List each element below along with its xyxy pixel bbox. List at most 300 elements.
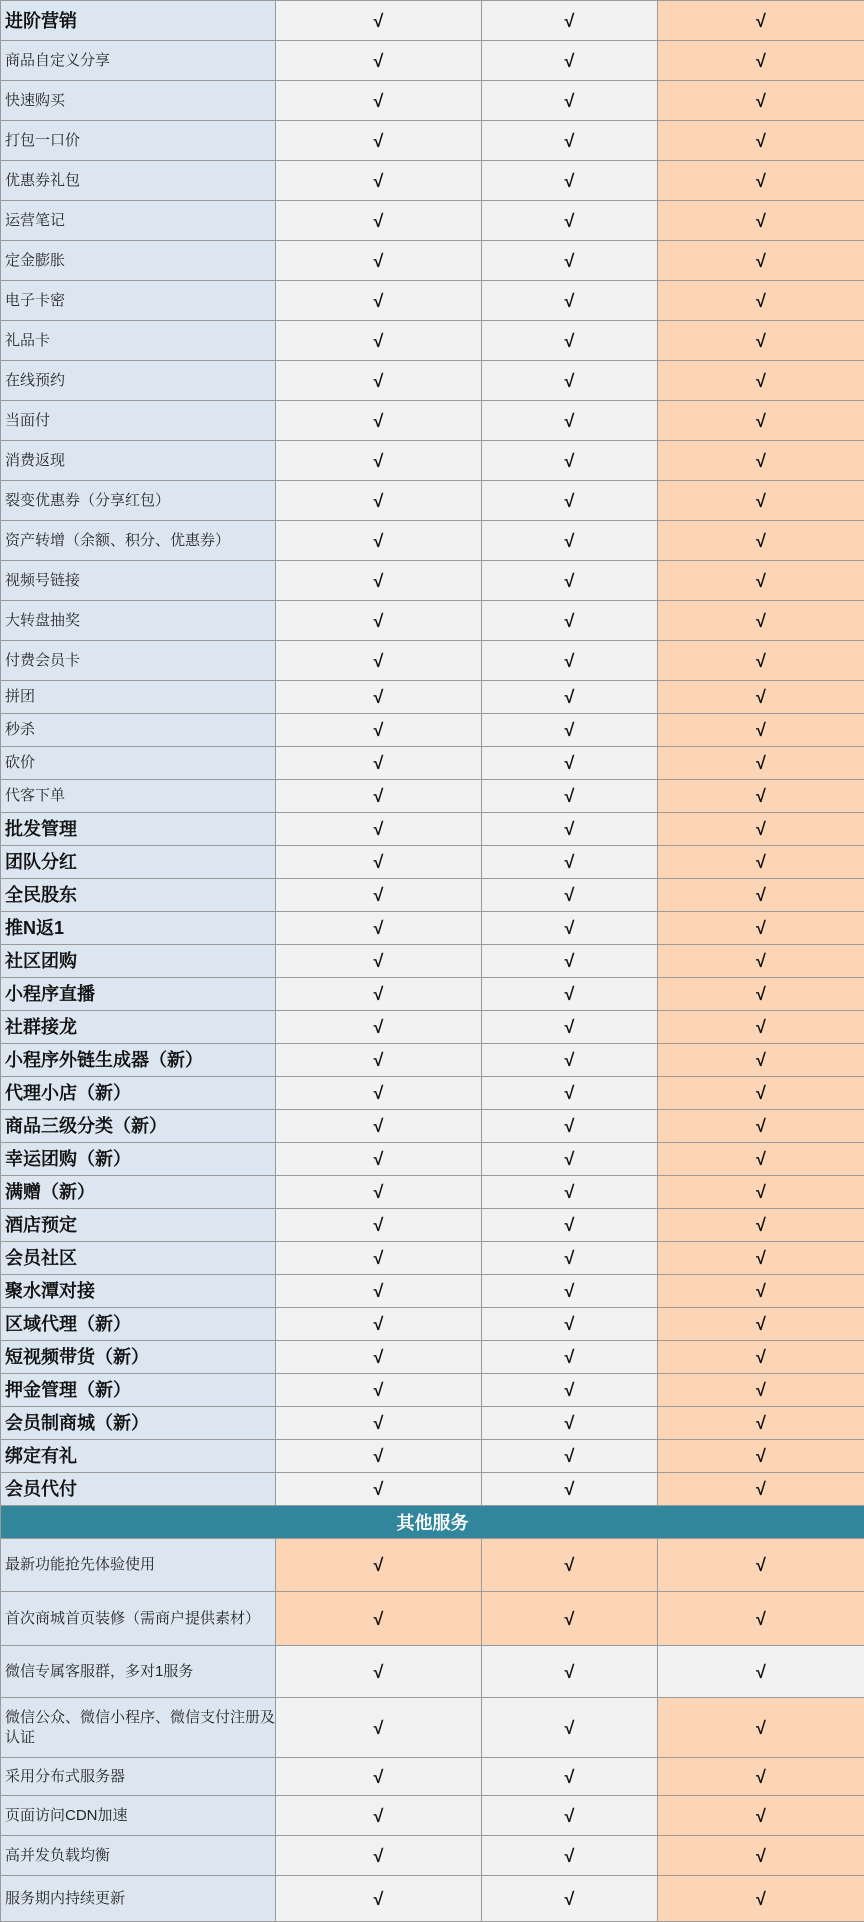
check-mark: √ [565,918,575,938]
check-mark: √ [374,1050,384,1070]
check-mark: √ [565,251,575,271]
check-mark: √ [374,720,384,740]
check-cell [658,1440,864,1473]
check-cell [658,1209,864,1242]
check-cell [658,1011,864,1044]
check-mark: √ [756,852,766,872]
check-cell [276,601,482,641]
check-mark: √ [756,1248,766,1268]
check-mark: √ [374,1215,384,1235]
check-cell [658,1876,864,1922]
check-cell [482,1592,658,1646]
feature-name: 打包一口价 [1,121,276,161]
check-cell [482,201,658,241]
check-cell [658,81,864,121]
table-row [1,1646,864,1698]
check-cell [276,978,482,1011]
check-mark: √ [565,1050,575,1070]
table-row [1,481,864,521]
check-mark: √ [374,1380,384,1400]
check-mark: √ [756,951,766,971]
check-cell [658,521,864,561]
table-row [1,1,864,41]
feature-name: 会员代付 [1,1473,276,1506]
table-row [1,945,864,978]
check-mark: √ [565,1182,575,1202]
table-row [1,1176,864,1209]
check-cell [658,161,864,201]
check-cell [482,978,658,1011]
table-row [1,1077,864,1110]
check-cell [482,1110,658,1143]
service-name: 首次商城首页装修（需商户提供素材） [1,1592,276,1646]
feature-name: 聚水潭对接 [1,1275,276,1308]
check-cell [658,1592,864,1646]
service-name: 高并发负载均衡 [1,1836,276,1876]
check-cell [482,41,658,81]
table-row [1,321,864,361]
feature-name: 代客下单 [1,780,276,813]
check-mark: √ [374,1149,384,1169]
check-mark: √ [756,371,766,391]
check-cell [276,81,482,121]
check-cell [658,780,864,813]
check-mark: √ [565,1347,575,1367]
check-cell [658,321,864,361]
check-cell [276,1275,482,1308]
service-name: 页面访问CDN加速 [1,1796,276,1836]
check-cell [482,481,658,521]
table-row [1,441,864,481]
check-cell [482,561,658,601]
feature-name: 小程序直播 [1,978,276,1011]
check-mark: √ [756,611,766,631]
table-row [1,714,864,747]
check-mark: √ [565,1083,575,1103]
check-mark: √ [756,1413,766,1433]
feature-name: 区域代理（新） [1,1308,276,1341]
check-mark: √ [565,1555,575,1575]
service-name: 采用分布式服务器 [1,1758,276,1796]
table-row [1,1242,864,1275]
table-row [1,1836,864,1876]
check-mark: √ [565,951,575,971]
check-mark: √ [374,1767,384,1787]
check-mark: √ [756,1149,766,1169]
feature-name: 进阶营销 [1,1,276,41]
table-row [1,1758,864,1796]
check-cell [276,1143,482,1176]
check-cell [482,1341,658,1374]
table-row [1,41,864,81]
check-mark: √ [374,411,384,431]
table-row [1,561,864,601]
check-cell [658,441,864,481]
table-row [1,1440,864,1473]
check-cell [658,1176,864,1209]
check-cell [276,780,482,813]
check-mark: √ [374,819,384,839]
feature-name: 批发管理 [1,813,276,846]
check-mark: √ [374,1281,384,1301]
check-mark: √ [565,291,575,311]
check-cell [276,1308,482,1341]
check-mark: √ [374,1017,384,1037]
table-row [1,681,864,714]
check-mark: √ [756,251,766,271]
check-cell [276,121,482,161]
feature-name: 定金膨胀 [1,241,276,281]
table-row [1,1796,864,1836]
check-mark: √ [756,51,766,71]
check-mark: √ [565,720,575,740]
check-cell [276,879,482,912]
check-cell [482,281,658,321]
feature-name: 礼品卡 [1,321,276,361]
feature-name: 拼团 [1,681,276,714]
check-cell [482,241,658,281]
feature-name: 绑定有礼 [1,1440,276,1473]
check-mark: √ [756,291,766,311]
check-mark: √ [565,1767,575,1787]
check-mark: √ [374,1314,384,1334]
check-mark: √ [565,852,575,872]
check-mark: √ [565,91,575,111]
check-cell [276,1374,482,1407]
check-mark: √ [565,1116,575,1136]
check-mark: √ [565,1718,575,1738]
check-mark: √ [756,984,766,1004]
check-mark: √ [565,1846,575,1866]
check-cell [276,321,482,361]
service-name: 最新功能抢先体验使用 [1,1539,276,1592]
check-mark: √ [374,251,384,271]
check-mark: √ [565,411,575,431]
check-mark: √ [756,885,766,905]
check-cell [482,1,658,41]
check-mark: √ [374,1609,384,1629]
check-cell [276,1176,482,1209]
check-cell [276,912,482,945]
table-row [1,978,864,1011]
check-cell [276,481,482,521]
check-mark: √ [756,819,766,839]
check-cell [482,912,658,945]
table-row [1,813,864,846]
check-mark: √ [565,331,575,351]
check-cell [482,780,658,813]
feature-name: 社区团购 [1,945,276,978]
check-mark: √ [756,1380,766,1400]
feature-name: 推N返1 [1,912,276,945]
check-cell [482,361,658,401]
check-mark: √ [565,753,575,773]
feature-name: 满赠（新） [1,1176,276,1209]
check-cell [482,1407,658,1440]
table-row [1,1592,864,1646]
check-cell [482,1796,658,1836]
check-mark: √ [374,651,384,671]
check-cell [482,1176,658,1209]
table-row [1,241,864,281]
check-cell [482,1440,658,1473]
check-mark: √ [565,1248,575,1268]
check-mark: √ [374,1446,384,1466]
check-mark: √ [374,1846,384,1866]
table-row [1,281,864,321]
check-mark: √ [374,1083,384,1103]
check-mark: √ [565,531,575,551]
check-cell [482,747,658,780]
check-cell [658,1796,864,1836]
check-cell [276,1592,482,1646]
check-mark: √ [374,1718,384,1738]
check-mark: √ [374,51,384,71]
check-mark: √ [756,1718,766,1738]
check-mark: √ [565,885,575,905]
check-mark: √ [756,131,766,151]
feature-name: 秒杀 [1,714,276,747]
check-cell [276,1698,482,1758]
table-row [1,1110,864,1143]
check-mark: √ [565,1446,575,1466]
check-cell [276,441,482,481]
check-mark: √ [565,1017,575,1037]
check-cell [276,1440,482,1473]
check-cell [658,561,864,601]
check-mark: √ [374,131,384,151]
check-mark: √ [756,1555,766,1575]
check-cell [482,1539,658,1592]
check-cell [482,813,658,846]
check-cell [482,1646,658,1698]
feature-name: 裂变优惠券（分享红包） [1,481,276,521]
feature-name: 在线预约 [1,361,276,401]
check-mark: √ [374,951,384,971]
check-mark: √ [565,1413,575,1433]
check-cell [658,912,864,945]
check-mark: √ [374,491,384,511]
check-cell [482,945,658,978]
feature-name: 大转盘抽奖 [1,601,276,641]
check-cell [658,1758,864,1796]
feature-name: 商品自定义分享 [1,41,276,81]
check-cell [276,1758,482,1796]
check-cell [276,1011,482,1044]
check-mark: √ [374,885,384,905]
check-mark: √ [374,786,384,806]
check-mark: √ [756,451,766,471]
table-row [1,401,864,441]
check-mark: √ [374,753,384,773]
check-cell [658,945,864,978]
check-mark: √ [565,11,575,31]
check-cell [658,978,864,1011]
check-cell [658,361,864,401]
check-mark: √ [756,651,766,671]
check-mark: √ [756,171,766,191]
check-cell [276,813,482,846]
check-cell [658,1698,864,1758]
check-mark: √ [374,91,384,111]
check-mark: √ [374,1248,384,1268]
table-row [1,1473,864,1506]
table-row [1,201,864,241]
check-mark: √ [565,611,575,631]
table-row [1,361,864,401]
check-cell [482,1044,658,1077]
check-mark: √ [374,1662,384,1682]
check-cell [276,1539,482,1592]
check-cell [482,121,658,161]
check-mark: √ [756,1479,766,1499]
check-mark: √ [374,1479,384,1499]
table-row [1,912,864,945]
table-row [1,121,864,161]
check-cell [276,401,482,441]
check-mark: √ [756,1846,766,1866]
check-cell [482,1473,658,1506]
table-row [1,846,864,879]
service-name: 微信专属客服群，多对1服务 [1,1646,276,1698]
check-mark: √ [374,451,384,471]
check-cell [276,1646,482,1698]
check-mark: √ [756,1889,766,1909]
check-cell [658,1275,864,1308]
table-row [1,1539,864,1592]
check-cell [482,714,658,747]
check-mark: √ [374,1116,384,1136]
feature-name: 资产转增（余额、积分、优惠券） [1,521,276,561]
check-cell [276,201,482,241]
check-mark: √ [756,753,766,773]
feature-name: 运营笔记 [1,201,276,241]
table-row [1,521,864,561]
check-mark: √ [756,1662,766,1682]
check-cell [276,1209,482,1242]
check-cell [482,81,658,121]
feature-name: 快速购买 [1,81,276,121]
check-mark: √ [374,11,384,31]
table-row [1,1407,864,1440]
check-cell [276,1473,482,1506]
check-cell [276,1110,482,1143]
check-mark: √ [565,1662,575,1682]
check-mark: √ [374,1889,384,1909]
check-mark: √ [374,1182,384,1202]
check-cell [482,1876,658,1922]
check-mark: √ [756,211,766,231]
check-cell [276,1341,482,1374]
check-mark: √ [756,1281,766,1301]
check-cell [658,201,864,241]
check-cell [276,1796,482,1836]
check-cell [276,1077,482,1110]
feature-name: 短视频带货（新） [1,1341,276,1374]
check-mark: √ [756,687,766,707]
check-mark: √ [565,131,575,151]
check-cell [658,1374,864,1407]
check-cell [276,241,482,281]
check-cell [276,714,482,747]
check-cell [482,1011,658,1044]
check-mark: √ [374,211,384,231]
check-mark: √ [565,1149,575,1169]
check-cell [276,41,482,81]
table-row [1,641,864,681]
check-cell [658,41,864,81]
check-cell [276,747,482,780]
check-mark: √ [756,1017,766,1037]
check-cell [658,1308,864,1341]
check-cell [658,681,864,714]
table-row [1,601,864,641]
check-cell [276,641,482,681]
check-mark: √ [374,371,384,391]
check-mark: √ [756,571,766,591]
check-cell [482,681,658,714]
check-mark: √ [756,1767,766,1787]
check-mark: √ [756,331,766,351]
check-mark: √ [374,331,384,351]
table-row [1,1275,864,1308]
check-mark: √ [374,171,384,191]
table-row [1,780,864,813]
check-cell [658,1143,864,1176]
check-mark: √ [756,531,766,551]
check-cell [482,1077,658,1110]
feature-name: 视频号链接 [1,561,276,601]
check-mark: √ [756,1083,766,1103]
check-cell [658,1077,864,1110]
check-cell [658,121,864,161]
table-row [1,161,864,201]
check-mark: √ [374,1555,384,1575]
check-mark: √ [565,211,575,231]
check-mark: √ [756,91,766,111]
feature-name: 商品三级分类（新） [1,1110,276,1143]
check-cell [658,481,864,521]
feature-name: 付费会员卡 [1,641,276,681]
feature-name: 会员社区 [1,1242,276,1275]
check-mark: √ [756,786,766,806]
check-cell [276,1044,482,1077]
feature-name: 押金管理（新） [1,1374,276,1407]
check-mark: √ [756,1446,766,1466]
check-mark: √ [756,1609,766,1629]
check-cell [276,1836,482,1876]
check-cell [276,281,482,321]
table-row [1,1374,864,1407]
check-cell [482,161,658,201]
check-mark: √ [565,1281,575,1301]
table-row [1,747,864,780]
check-cell [658,641,864,681]
check-cell [482,521,658,561]
check-cell [482,1374,658,1407]
table-row [1,1044,864,1077]
check-cell [482,1143,658,1176]
check-cell [658,401,864,441]
check-mark: √ [565,786,575,806]
check-cell [658,1539,864,1592]
check-mark: √ [374,1413,384,1433]
check-cell [482,1209,658,1242]
feature-name: 砍价 [1,747,276,780]
feature-name: 当面付 [1,401,276,441]
check-cell [658,241,864,281]
feature-name: 团队分红 [1,846,276,879]
